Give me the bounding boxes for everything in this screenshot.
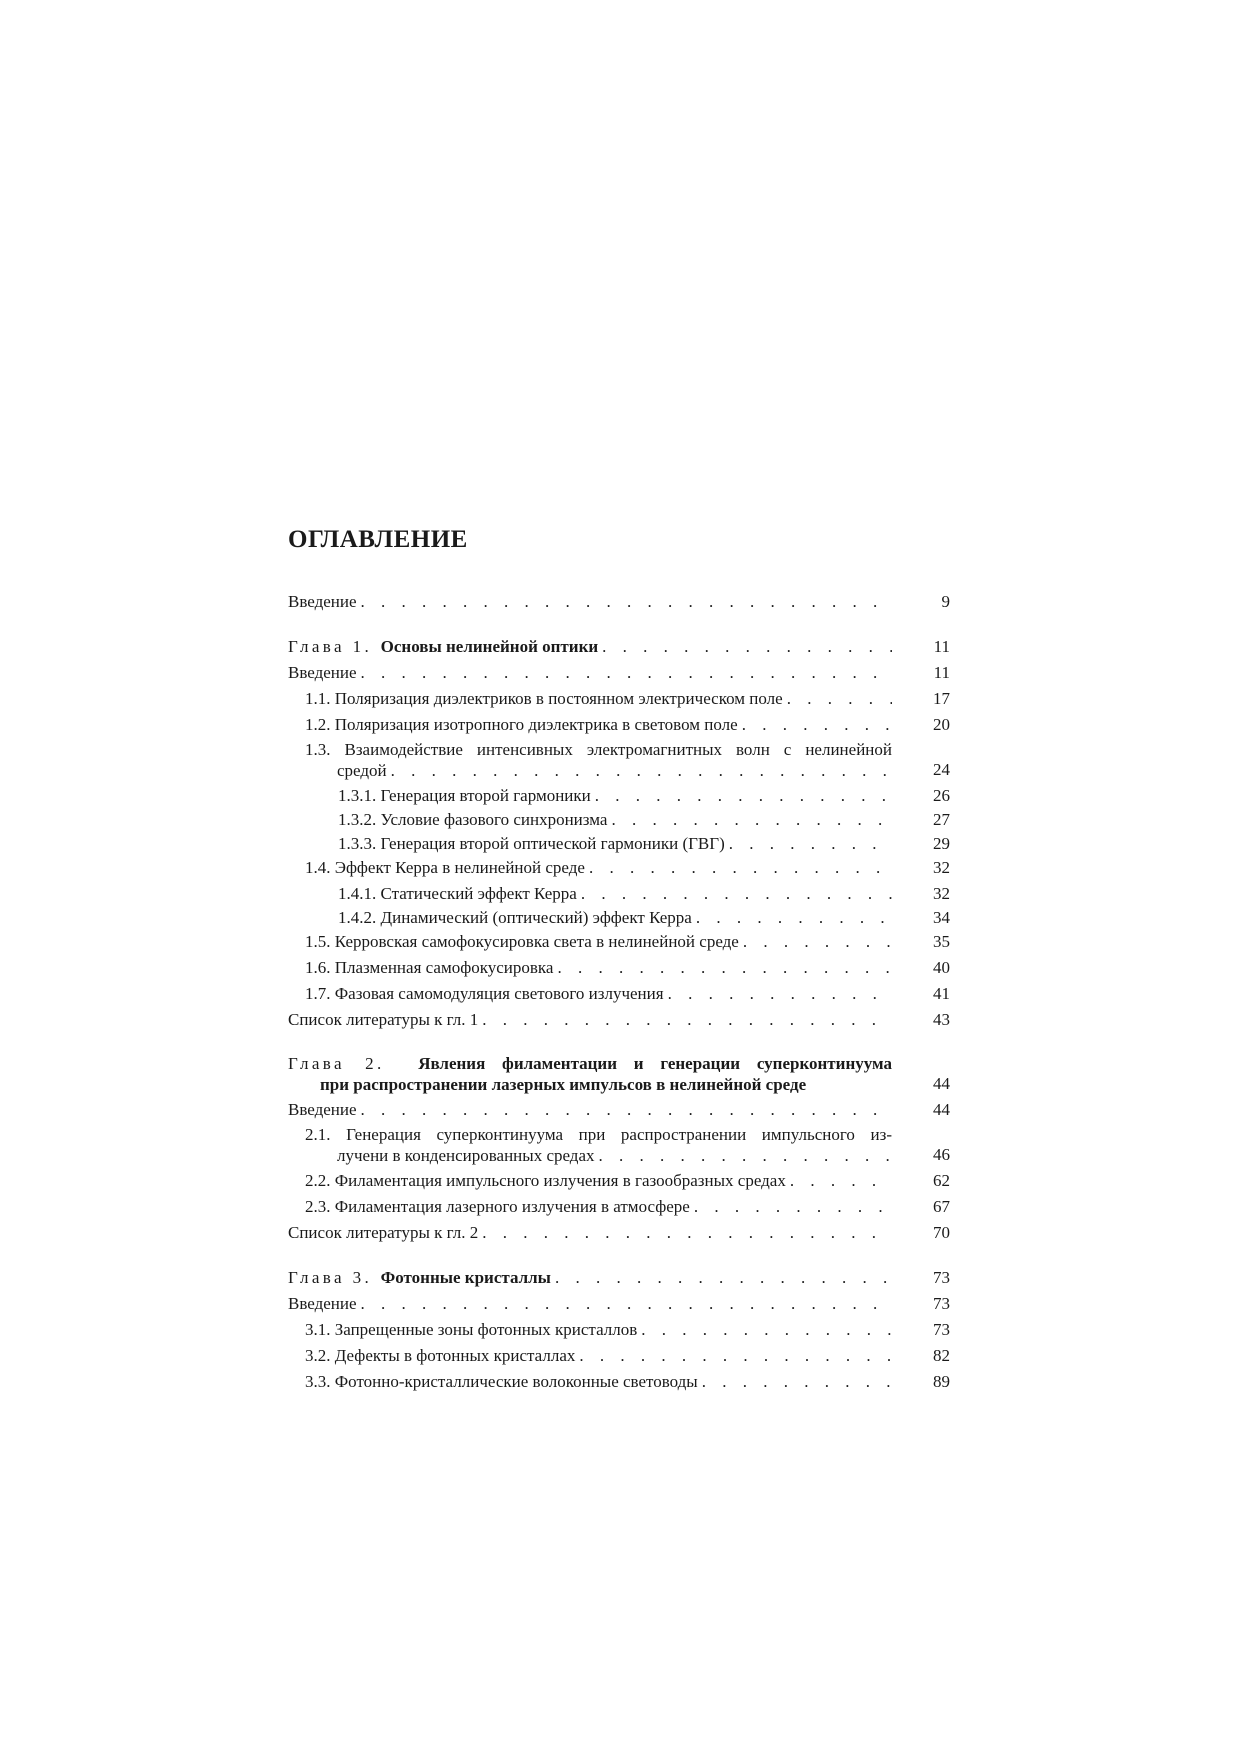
toc-entry-title: Введение	[288, 1294, 357, 1313]
toc-page-number: 32	[933, 884, 950, 903]
section-number: 1.2.	[305, 715, 331, 734]
toc-entry-title: Введение	[288, 592, 357, 611]
chapter-3-heading[interactable]	[288, 1266, 950, 1289]
toc-page-number: 43	[933, 1010, 950, 1029]
toc-entry[interactable]	[338, 882, 950, 905]
toc-page-number: 73	[933, 1268, 950, 1287]
table-of-contents	[288, 590, 950, 1396]
section-number: 1.3.1.	[338, 786, 377, 805]
toc-entry-title: Поляризация изотропного диэлектрика в световом поле	[334, 715, 738, 734]
toc-entry-title: Плазменная самофокусировка	[334, 958, 554, 977]
section-number: 1.7.	[305, 984, 331, 1003]
toc-entry[interactable]	[305, 1195, 950, 1218]
section-number: 1.3.3.	[338, 834, 377, 853]
toc-entry[interactable]	[338, 808, 950, 831]
section-number: 3.2.	[305, 1346, 331, 1365]
toc-chapter-1	[288, 635, 950, 1031]
chapter-1-heading[interactable]	[288, 635, 950, 658]
toc-entry-title: Генерация второй оптической гармоники (ГВГ)	[380, 834, 725, 853]
toc-page-number: 67	[933, 1197, 950, 1216]
chapter-label: Глава 2.	[288, 1054, 385, 1073]
chapter-title: Явления филаментации и генерации суперконтинуума	[418, 1054, 892, 1073]
section-number: 1.4.2.	[338, 908, 377, 927]
toc-entry[interactable]	[305, 1124, 950, 1166]
section-number: 1.4.	[305, 858, 331, 877]
toc-entry-intro[interactable]	[288, 590, 950, 613]
toc-entry[interactable]	[305, 856, 950, 879]
toc-entry[interactable]	[305, 713, 950, 736]
chapter-label: Глава 1.	[288, 637, 373, 656]
toc-page-number: 73	[933, 1294, 950, 1313]
toc-entry-title-cont: средой	[337, 761, 387, 780]
toc-entry-title: Фотонно-кристаллические волоконные световоды	[334, 1372, 698, 1391]
chapter-title: Фотонные кристаллы	[380, 1268, 551, 1287]
toc-page-number: 35	[933, 932, 950, 951]
toc-entry-title: Керровская самофокусировка света в нелинейной среде	[334, 932, 739, 951]
toc-entry-title: Введение	[288, 663, 357, 682]
toc-entry-title: Взаимодействие интенсивных электромагнитных волн с нелинейной	[344, 740, 892, 759]
toc-page-number: 29	[933, 834, 950, 853]
toc-page-number: 40	[933, 958, 950, 977]
toc-entry-references[interactable]	[288, 1008, 950, 1031]
toc-entry-title-cont: лучени в конденсированных средах	[337, 1146, 595, 1165]
toc-intro-block	[288, 590, 950, 613]
toc-entry-title: Поляризация диэлектриков в постоянном электрическом поле	[334, 689, 783, 708]
toc-entry-title: Филаментация лазерного излучения в атмосфере	[334, 1197, 690, 1216]
section-number: 2.2.	[305, 1171, 331, 1190]
section-number: 1.6.	[305, 958, 331, 977]
toc-entry[interactable]	[305, 956, 950, 979]
toc-page-number: 11	[933, 663, 950, 682]
toc-page-number: 44	[933, 1100, 950, 1119]
toc-entry[interactable]	[305, 1318, 950, 1341]
section-number: 1.5.	[305, 932, 331, 951]
toc-page-number: 41	[933, 984, 950, 1003]
toc-entry-title: Динамический (оптический) эффект Керра	[380, 908, 692, 927]
toc-page-number: 70	[933, 1223, 950, 1242]
toc-page-number: 73	[933, 1320, 950, 1339]
toc-entry-title: Условие фазового синхронизма	[380, 810, 608, 829]
toc-entry-title: Введение	[288, 1100, 357, 1119]
toc-page-number: 46	[933, 1145, 950, 1164]
section-number: 2.1.	[305, 1125, 331, 1144]
toc-entry[interactable]	[305, 1344, 950, 1367]
toc-entry[interactable]	[288, 661, 950, 684]
toc-entry[interactable]	[305, 930, 950, 953]
toc-entry[interactable]	[338, 784, 950, 807]
toc-entry[interactable]	[305, 687, 950, 710]
toc-page-number: 89	[933, 1372, 950, 1391]
toc-entry[interactable]	[288, 1098, 950, 1121]
toc-chapter-2	[288, 1053, 950, 1244]
section-number: 1.1.	[305, 689, 331, 708]
toc-page-number: 44	[933, 1074, 950, 1093]
toc-entry-title: Запрещенные зоны фотонных кристаллов	[334, 1320, 638, 1339]
chapter-title: Основы нелинейной оптики	[380, 637, 599, 656]
toc-entry-title: Статический эффект Керра	[380, 884, 577, 903]
section-number: 1.3.	[305, 740, 331, 759]
toc-page-number: 11	[933, 637, 950, 656]
toc-entry-title: Дефекты в фотонных кристаллах	[334, 1346, 576, 1365]
toc-chapter-3	[288, 1266, 950, 1393]
toc-entry[interactable]	[305, 739, 950, 781]
toc-page-number: 9	[941, 592, 950, 611]
toc-entry[interactable]	[338, 906, 950, 929]
toc-page-number: 27	[933, 810, 950, 829]
toc-entry-title: Список литературы к гл. 1	[288, 1010, 479, 1029]
toc-entry-title: Генерация второй гармоники	[380, 786, 591, 805]
toc-page-number: 20	[933, 715, 950, 734]
toc-entry[interactable]	[305, 1370, 950, 1393]
toc-entry-title: Эффект Керра в нелинейной среде	[334, 858, 585, 877]
toc-page-number: 24	[933, 760, 950, 779]
chapter-title-cont: при распространении лазерных импульсов в нелинейной среде	[320, 1075, 807, 1094]
toc-entry-title: Фазовая самомодуляция светового излучения	[334, 984, 664, 1003]
toc-entry[interactable]	[305, 982, 950, 1005]
section-number: 1.3.2.	[338, 810, 377, 829]
chapter-label: Глава 3.	[288, 1268, 373, 1287]
toc-entry-title: Филаментация импульсного излучения в газообразных средах	[334, 1171, 786, 1190]
toc-page-number: 62	[933, 1171, 950, 1190]
chapter-2-heading[interactable]	[288, 1053, 950, 1095]
section-number: 3.3.	[305, 1372, 331, 1391]
page-title: ОГЛАВЛЕНИЕ	[288, 526, 468, 553]
toc-entry-title: Список литературы к гл. 2	[288, 1223, 479, 1242]
toc-page-number: 26	[933, 786, 950, 805]
toc-page-number: 34	[933, 908, 950, 927]
toc-page-number: 82	[933, 1346, 950, 1365]
toc-entry[interactable]	[288, 1292, 950, 1315]
section-number: 3.1.	[305, 1320, 331, 1339]
toc-page-number: 32	[933, 858, 950, 877]
toc-page-number: 17	[933, 689, 950, 708]
toc-entry-references[interactable]	[288, 1221, 950, 1244]
toc-entry[interactable]	[338, 832, 950, 855]
section-number: 2.3.	[305, 1197, 331, 1216]
toc-entry[interactable]	[305, 1169, 950, 1192]
toc-entry-title: Генерация суперконтинуума при распространении импульсного из-	[346, 1125, 892, 1144]
section-number: 1.4.1.	[338, 884, 377, 903]
